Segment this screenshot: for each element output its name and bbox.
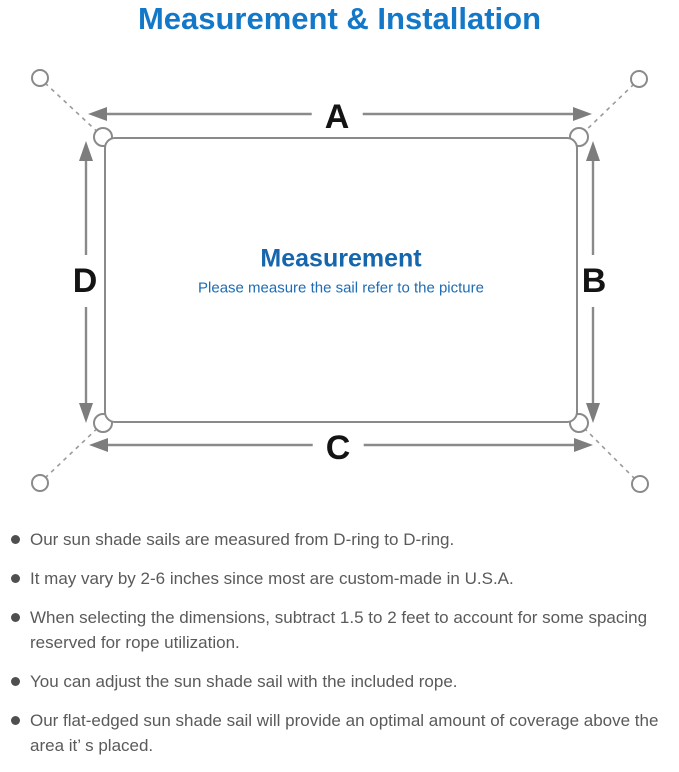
note-text: Our flat-edged sun shade sail will provide an optimal amount of coverage above the area it’ s placed.: [30, 711, 659, 755]
bullet-dot-icon: [11, 677, 20, 686]
dimension-label-d: D: [70, 255, 101, 307]
bullet-dot-icon: [11, 574, 20, 583]
page-title: Measurement & Installation: [137, 1, 542, 36]
arrow-c-right-head: [574, 438, 593, 452]
center-subtitle: Please measure the sail refer to the picture: [198, 279, 484, 297]
bullet-dot-icon: [11, 535, 20, 544]
arrow-a-right-head: [573, 107, 592, 121]
note-text: You can adjust the sun shade sail with the included rope.: [30, 672, 458, 691]
arrow-d-down-head: [79, 403, 93, 423]
list-item: [9, 566, 671, 591]
dimension-label-a: A: [312, 98, 363, 136]
arrow-a-left-head: [88, 107, 107, 121]
bullet-dot-icon: [11, 716, 20, 725]
rope-line-top-left: [45, 83, 103, 137]
list-item: [9, 605, 671, 655]
list-item: [9, 708, 671, 758]
dimension-label-b: B: [579, 255, 610, 307]
notes-list: [9, 527, 671, 772]
note-text: Our sun shade sails are measured from D-ring to D-ring.: [30, 530, 455, 549]
anchor-point-bottom-right: [632, 476, 648, 492]
anchor-point-top-left: [32, 70, 48, 86]
anchor-point-top-right: [631, 71, 647, 87]
rope-line-top-right: [579, 84, 634, 137]
center-heading: Measurement: [260, 244, 422, 273]
list-item: [9, 527, 671, 552]
arrow-c-left-head: [89, 438, 108, 452]
bullet-dot-icon: [11, 613, 20, 622]
note-text: It may vary by 2-6 inches since most are custom-made in U.S.A.: [30, 569, 514, 588]
dimension-label-c: C: [313, 429, 364, 467]
note-text: When selecting the dimensions, subtract 1.5 to 2 feet to account for some spacing reserved for rope utilization.: [30, 608, 648, 652]
list-item: [9, 669, 671, 694]
rope-line-bottom-left: [45, 423, 103, 478]
anchor-point-bottom-left: [32, 475, 48, 491]
arrow-b-up-head: [586, 141, 600, 161]
arrow-d-up-head: [79, 141, 93, 161]
rope-line-bottom-right: [579, 423, 635, 479]
